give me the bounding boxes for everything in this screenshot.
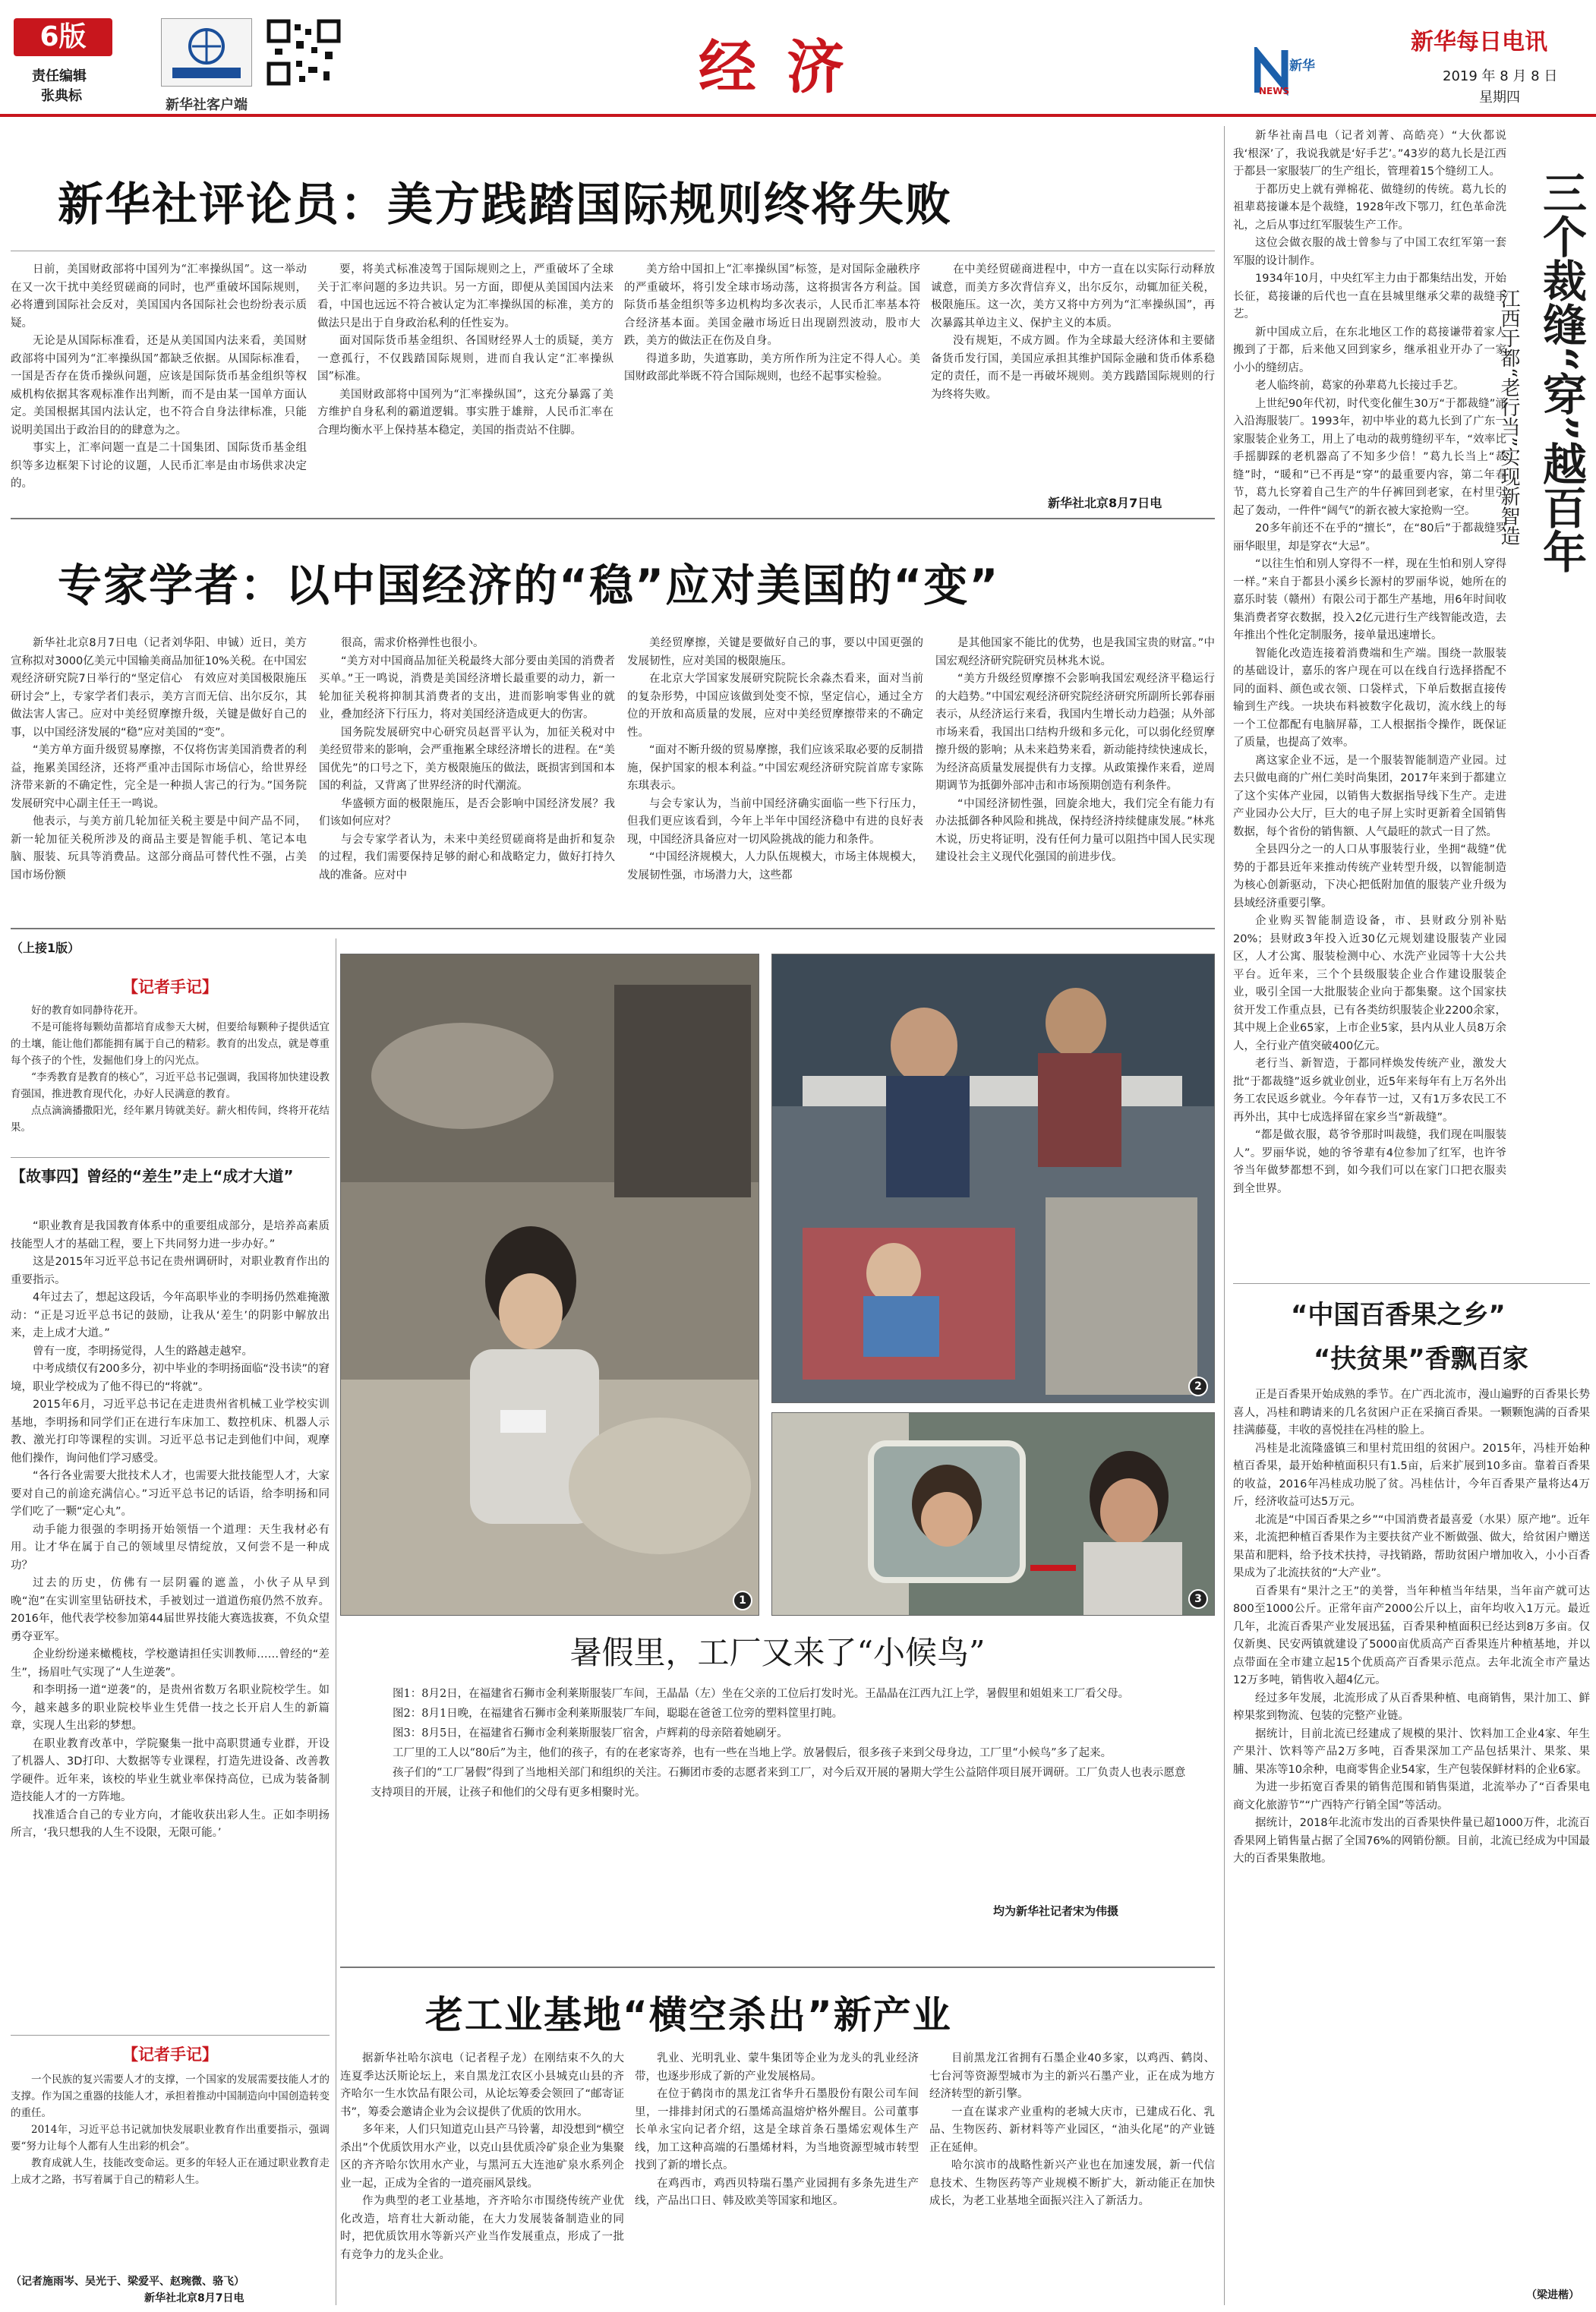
paragraph: 在中美经贸磋商进程中，中方一直在以实际行动释放诚意，而美方多次背信弃义，出尔反尔，动辄加征关税，极限施压。这一次，美方又将中方列为“汇率操纵国”，再次暴露其单边主义、保护主义的本质。 [931, 263, 1215, 330]
paragraph: 上世纪90年代初，时代变化催生30万“于都裁缝”涌入沿海服装厂。1993年，初中毕业的葛九长到了广东一家服装企业务工，用上了电动的裁剪缝纫平车，“效率比手摇脚踩的老机器高了不知多少倍！”葛九长当上“裁缝”时，“暖和”已不再是“穿”的最重要内容，第二年春节，葛九长穿着自己生产的牛仔裤回到老家，在村里引起了轰动，一件件“阔气”的新衣被大家抢购一空。 [1233, 397, 1506, 517]
paragraph: “美方单方面升级贸易摩擦，不仅将伤害美国消费者的利益，拖累美国经济，还将严重冲击国际市场信心，给世界经济带来新的不确定性，完全是一种损人害己的行为。”国务院发展研究中心副主任王一鸣说。 [11, 744, 307, 810]
article2-col3 [627, 635, 923, 922]
photo-2-badge: 2 [1188, 1377, 1208, 1396]
paragraph: 百香果有“果汁之王”的美誉，当年种植当年结果，当年亩产就可达800至1000公斤。正常年亩产2000公斤以上，亩年均收入1万元。最近几年，北流百香果产业发展迅猛，百香果种植面积已经达到8万多亩。仅仅新奥、民安两镇就建设了5000亩优质高产百香果连片种植基地，并以点带面在全市建立起15个优质高产百香果示范点。去年北流全市产量达12万多吨，销售收入超4亿元。 [1233, 1585, 1590, 1686]
paragraph: 要，将美式标准凌驾于国际规则之上，严重破坏了全球关于汇率问题的多边共识。另一方面，即便从美国国内法来看，中国也远远不符合被认定为汇率操纵国的标准，美方的做法只是出于自身政治私利的任性妄为。 [317, 263, 613, 330]
paragraph: 好的教育如同静待花开。 [31, 1005, 144, 1017]
article2-col1 [11, 635, 307, 922]
paragraph: 是其他国家不能比的优势，也是我国宝贵的财富。”中国宏观经济研究院研究员林兆木说。 [935, 637, 1215, 667]
paragraph: 企业购买智能制造设备，市、县财政分别补贴20%；县财政3年投入近30亿元规划建设服装产业园区，人才公寓、服装检测中心、水洗产业园等十大公共平台。近年来，三个个县级服装企业合作建设服装企业，吸引全国一大批服装企业向于都集聚。这个国家扶贫开发工作重点县，已有各类纺织服装企业2200余家，其中规上企业65家，上市企业5家，县内从业人员8万余人，全行业产值突破400亿元。 [1233, 915, 1506, 1052]
article2-title: 专家学者：以中国经济的“稳”应对美国的“变” [58, 560, 1000, 611]
paragraph: “中国经济规模大，人力队伍规模大，市场主体规模大，发展韧性强，市场潜力大，这些都 [627, 851, 923, 882]
paragraph: 北流是“中国百香果之乡”“中国消费者最喜爱（水果）原产地”。近年来，北流把种植百香果作为主要扶贫产业不断做强、做大，给贫困户赠送果苗和肥料，给予技术扶持，寻找销路，帮助贫困户增加收入，小小百香果成为了北流扶贫的“大产业”。 [1233, 1513, 1590, 1579]
paragraph: 在北京大学国家发展研究院院长余淼杰看来，面对当前的复杂形势，中国应该做到处变不惊，坚定信心，通过全方位的开放和高质量的发展，应对中美经贸摩擦带来的不确定性。 [627, 673, 923, 739]
news-logo [1254, 47, 1323, 96]
article3-title: 老工业基地“横空杀出”新产业 [425, 1993, 952, 2037]
notes2-divider [11, 2035, 330, 2036]
paragraph: 一个民族的复兴需要人才的支撑，一个国家的发展需要技能人才的支撑。作为国之重器的技能人才，承担着推动中国制造向中国创造转变的重任。 [11, 2074, 330, 2119]
qr-code[interactable] [266, 18, 342, 87]
paragraph: 经过多年发展，北流形成了从百香果种植、电商销售，果汁加工、鲜榨果浆到物流、包装的完整产业链。 [1233, 1692, 1590, 1722]
paragraph: “以往生怕和别人穿得不一样，现在生怕和别人穿得一样。”来自于都县小溪乡长源村的罗丽华说，她所在的嘉乐时装（赣州）有限公司于都生产基地，用6年时间收集消费者穿衣数据，投入2亿元进行生产线智能改造，去年推出个性化定制服务，接单量迅速增长。 [1233, 558, 1506, 642]
issue-date: 2019 年 8 月 8 日 [1443, 68, 1558, 84]
reporter-notes2-text [11, 2071, 330, 2188]
paragraph: 1934年10月，中央红军主力由于都集结出发，开始长征，葛接谦的后代也一直在县城里继承父辈的裁缝手艺。 [1233, 273, 1506, 320]
photo-1-image [341, 954, 759, 1616]
paragraph: “职业教育是我国教育体系中的重要组成部分，是培养高素质技能型人才的基础工程，要上下共同努力进一步办好。” [11, 1220, 330, 1251]
masthead-rule [0, 114, 1596, 117]
paragraph: 与会专家学者认为，未来中美经贸磋商将是曲折和复杂的过程，我们需要保持足够的耐心和战略定力，做好打持久战的准备。应对中 [319, 833, 615, 882]
paragraph: 据统计，目前北流已经建成了规模的果汁、饮料加工企业4家、年生产果汁、饮料等产品2万多吨，百香果深加工产品包括果汁、果浆、果脯、果冻等10余种，电商零售企业54家，生产包装保鲜材料的企业6家。 [1233, 1727, 1590, 1776]
caption-2: 图2：8月1日晚，在福建省石狮市金利莱斯服装厂车间，聪聪在爸爸工位旁的塑料筐里打盹。 [393, 1708, 844, 1720]
paragraph: 在职业教育改革中，学院聚集一批中高职贯通专业群，开设了机器人、3D打印、大数据等专业课程，打造先进设备、改善教学硬件。近年来，该校的毕业生就业率保持高位，已成为装备制造技能人才的一方阵地。 [11, 1737, 330, 1803]
paragraph: 教育成就人生，技能改变命运。更多的年轻人正在通过职业教育走上成才之路，书写着属于自己的精彩人生。 [11, 2157, 330, 2186]
caption-5: 孩子们的“工厂暑假”得到了当地相关部门和组织的关注。石狮团市委的志愿者来到工厂，对今后双开展的暑期大学生公益陪伴项目展开调研。工厂负责人也表示愿意支持项目的开展，让孩子和他们的父母有更多相聚时光。 [371, 1767, 1186, 1799]
paragraph: 这是2015年习近平总书记在贵州调研时，对职业教育作出的重要指示。 [11, 1256, 330, 1286]
paragraph: 多年来，人们只知道克山县产马铃薯，却没想到“横空杀出”个优质饮用水产业，以克山县优质冷矿泉企业为集聚区的齐齐哈尔饮用水产业，与黑河五大连池矿泉水系列企业一起，正成为全省的一道亮丽风景线。 [340, 2124, 624, 2190]
paragraph: 美经贸摩擦，关键是要做好自己的事，要以中国更强的发展韧性，应对美国的极限施压。 [627, 637, 923, 667]
story4-text [11, 1218, 330, 1843]
photo-2 [771, 954, 1215, 1403]
fragrance-title1: “中国百香果之乡” [1291, 1300, 1506, 1330]
paragraph: 动手能力很强的李明扬开始领悟一个道理：天生我材必有用。让才华在属于自己的领域里尽情绽放，又何尝不是一种成功？ [11, 1523, 330, 1572]
article2-col1-text [11, 635, 307, 885]
qr-code-icon [266, 18, 342, 87]
fragrance-title2: “扶贫果”香飘百家 [1314, 1344, 1528, 1374]
paragraph: 和李明扬一道“逆袭”的，是贵州省数万名职业院校学生。如今，越来越多的职业院校毕业生凭借一技之长开启人生的新篇章，实现人生出彩的梦想。 [11, 1684, 330, 1732]
paragraph: 于都历史上就有弹棉花、做缝纫的传统。葛九长的祖辈葛接谦本是个裁缝，1928年改下鄂刀，红色革命洗礼，之后从事过红军服装生产工作。 [1233, 183, 1506, 232]
caption-3: 图3：8月5日，在福建省石狮市金利莱斯服装厂宿舍，卢辉莉的母亲陪着她刷牙。 [393, 1727, 788, 1740]
article2-col2-text [319, 635, 615, 885]
article3-col2-text [635, 2050, 919, 2211]
article2-col4 [935, 635, 1215, 922]
paragraph: 20多年前还不在乎的“擅长”，在“80后”于都裁缝罗丽华眼里，却是穿衣“大忌”。 [1233, 522, 1506, 553]
fragrance-story-text [1233, 1386, 1590, 1869]
reporter-notes1 [11, 1002, 330, 1153]
paragraph: “各行各业需要大批技术人才，也需要大批技能型人才，大家要对自己的前途充满信心。”习近平总书记的话语，给李明扬和同学们吃了一颗“定心丸”。 [11, 1470, 330, 1518]
tailor-vertical-subtitle [1497, 289, 1520, 546]
tailor-vertical-title [1519, 170, 1587, 573]
article2-col4-text [935, 635, 1215, 867]
photo-1 [340, 954, 759, 1616]
paragraph: 智能化改造连接着消费端和生产端。围绕一款服装的基础设计，嘉乐的客户现在可以在线自行选择搭配不同的面料、颜色或衣领、口袋样式，下单后数据直接传输到生产线。一块块布料被数字化裁切，流水线上的每一个工位都配有电脑屏幕，工人根据指令操作，既保证了质量，也提高了效率。 [1233, 647, 1506, 749]
paragraph: 新中国成立后，在东北地区工作的葛接谦带着家人搬到了于都，后来他又回到家乡，继承祖业开办了一家小小的缝纫店。 [1233, 326, 1506, 374]
tailor-story-text [1233, 128, 1506, 1198]
divider-2 [11, 928, 1215, 929]
issue-weekday: 星期四 [1479, 90, 1520, 106]
paragraph: “美方升级经贸摩擦不会影响我国宏观经济平稳运行的大趋势。”中国宏观经济研究院经济研究所副所长郭春丽表示，从经济运行来看，我国内生增长动力趋强；从外部市场来看，我国出口结构升级和多元化，可以弱化经贸摩擦升级的影响；从未来趋势来看，新动能持续快速成长，为经济高质量发展提供有力支撑。从政策操作来看，逆周期调节为抵御外部冲击和市场预期创造有利条件。 [935, 673, 1215, 792]
tailor-story [1233, 128, 1506, 1266]
masthead [0, 0, 1596, 120]
fragrance-story [1233, 1386, 1590, 2290]
paragraph: 过去的历史，仿佛有一层阴霾的遮盖，小伙子从早到晚“泡”在实训室里钻研技术，手被划过一道道伤痕仍然不放弃。2016年，他代表学校参加第44届世界技能大赛选拔赛，不负众望勇夺亚军。 [11, 1577, 330, 1643]
article1-col2-text [317, 261, 613, 440]
photo-feature-title: 暑假里，工厂又来了“小候鸟” [569, 1634, 986, 1671]
paragraph: 据新华社哈尔滨电（记者程子龙）在刚结束不久的大连夏季达沃斯论坛上，来自黑龙江农区小县城克山县的齐齐哈尔一生水饮品有限公司，从论坛筹委会领回了“邮寄证书”，筹委会邀请企业为会议提供了优质的饮用水。 [340, 2052, 624, 2118]
reporter-notes1-heading: 【记者手记】 [122, 978, 218, 996]
paragraph: 在位于鹤岗市的黑龙江省华升石墨股份有限公司车间里，一排排封闭式的石墨烯高温熔炉格外醒目。公司董事长单永宝向记者介绍，这是全球首条石墨烯宏观体生产线，加工这种高端的石墨烯材料，为当地资源型城市转型找到了新的增长点。 [635, 2088, 919, 2172]
story4-heading [11, 1163, 330, 1189]
paragraph: 乳业、光明乳业、蒙牛集团等企业为龙头的乳业经济带，也逐步形成了新的产业发展格局。 [635, 2052, 919, 2083]
photo-3-badge: 3 [1188, 1589, 1208, 1609]
paragraph: 华盛顿方面的极限施压，是否会影响中国经济发展？我们该如何应对？ [319, 797, 615, 828]
fragrance-byline: （梁进楷） [1526, 2289, 1579, 2301]
paragraph: 据统计，2018年北流市发出的百香果快件量已超1000万件，北流百香果网上销售量占据了全国76%的网销份额。目前，北流已经成为中国最大的百香果集散地。 [1233, 1817, 1590, 1865]
paragraph: 离这家企业不远，是一个服装智能制造产业园。过去只做电商的广州仁美时尚集团，2017年来到于都建立了这个实体产业园，以销售大数据指导线下生产。走进产业园办公大厅，巨大的电子屏上实时更新着全国销售数据，每个省份的销售额、人气最旺的款式一目了然。 [1233, 754, 1506, 838]
paragraph: 日前，美国财政部将中国列为“汇率操纵国”。这一举动在又一次干扰中美经贸磋商的同时，也严重破坏国际规则，必将遭到国际社会反对，美国国内各国际社会也纷纷表示质疑。 [11, 263, 307, 330]
paragraph: 无论是从国际标准看，还是从美国国内法来看，美国财政部将中国列为“汇率操纵国”都缺乏依据。从国际标准看，一国是否存在货币操纵问题，应该是国际货币基金组织等权威机构依据其客观标准作出判断，而不是由某一国单方面认定。美国根据其国内法认定，也不符合自身法律标准，只能说明美国出于政治目的的肆意为之。 [11, 335, 307, 437]
photo-1-badge: 1 [733, 1591, 752, 1610]
paragraph: 美方给中国扣上“汇率操纵国”标签，是对国际金融秩序的严重破坏，将引发全球市场动荡，这将损害各方利益。国际货币基金组织等多边机构均多次表示，人民币汇率基本符合经济基本面。美国金融市场近日出现剧烈波动，股市大跌，美方的做法正在伤及自身。 [624, 263, 920, 347]
story4-heading-text: 【故事四】曾经的“差生”走上“成才大道” [11, 1167, 294, 1185]
paragraph: 正是百香果开始成熟的季节。在广西北流市，漫山遍野的百香果长势喜人，冯桂和聘请来的几名贫困户正在采摘百香果。一颗颗饱满的百香果挂满藤蔓，丰收的喜悦挂在冯桂的脸上。 [1233, 1389, 1590, 1437]
divider-1 [11, 518, 1215, 519]
paragraph: 冯桂是北流隆盛镇三和里村荒田组的贫困户。2015年，冯桂开始种植百香果，最开始种植面积只有1.5亩，后来扩展到10多亩。靠着百香果的收益，2016年冯桂成功脱了贫。冯桂估计，今年百香果产量将达4万斤，经济收益可达5万元。 [1233, 1442, 1590, 1508]
paragraph: 他表示，与美方前几轮加征关税主要是中间产品不同，新一轮加征关税所涉及的商品主要是智能手机、笔记本电脑、服装、玩具等消费品。这部分商品可替代性不强，占美国市场份额 [11, 815, 307, 882]
xinhua-logo [161, 18, 252, 87]
xinhua-logo-icon [162, 19, 251, 86]
paragraph: 很高，需求价格弹性也很小。 [341, 637, 484, 649]
paragraph: “中国经济韧性强，回旋余地大，我们完全有能力有办法抵御各种风险和挑战，保持经济持续健康发展。”林兆木说，历史将证明，没有任何力量可以阻挡中国人民实现建设社会主义现代化强国的前进步伐。 [935, 797, 1215, 863]
notes1-divider [11, 1157, 330, 1158]
paragraph: 2015年6月，习近平总书记在走进贵州省机械工业学校实训基地，李明扬和同学们正在进行车床加工、数控机床、机器人示教、激光打印等课程的实训。习近平总书记走到他们中间，观摩他们操作，询问他们学习感受。 [11, 1399, 330, 1465]
paragraph: 在鸡西市，鸡西贝特瑞石墨产业园拥有多条先进生产线，产品出口日、韩及欧美等国家和地区。 [635, 2177, 919, 2207]
article3-col1-text [340, 2050, 624, 2264]
paragraph: 找准适合自己的专业方向，才能收获出彩人生。正如李明扬所言，‘我只想我的人生不设限，无限可能。’ [11, 1809, 330, 1839]
continued-label: （上接1版） [11, 941, 80, 955]
paragraph: 美国财政部将中国列为“汇率操纵国”，这充分暴露了美方维护自身私利的霸道逻辑。事实胜于雄辩，人民币汇率在合理均衡水平上保持基本稳定，美国的指责站不住脚。 [317, 388, 613, 437]
photo-3-image [772, 1413, 1215, 1616]
page-number: 6版 [39, 21, 87, 52]
section-title: 经济 [699, 33, 875, 101]
paragraph: 2014年，习近平总书记就加快发展职业教育作出重要指示，强调要“努力让每个人都有人生出彩的机会”。 [11, 2124, 330, 2153]
editor-name: 张典标 [41, 88, 82, 104]
caption-4: 工厂里的工人以“80后”为主，他们的孩子，有的在老家寄养，也有一些在当地上学。放暑假后，很多孩子来到父母身边，工厂里“小候鸟”多了起来。 [393, 1747, 1112, 1759]
article3-col3-text [929, 2050, 1215, 2211]
tailor-subtitle-text: 江西于都“老行当”实现新智造 [1497, 289, 1520, 546]
article1-sign: 新华社北京8月7日电 [1048, 496, 1162, 510]
right-sidebar-rule [1224, 126, 1225, 2305]
paragraph: 点点滴滴播撒阳光，经年累月铸就美好。薪火相传间，终将开花结果。 [11, 1105, 330, 1134]
article1-col1-text [11, 261, 307, 494]
paragraph: “面对不断升级的贸易摩擦，我们应该采取必要的反制措施，保护国家的根本利益。”中国宏观经济研究院首席专家陈东琪表示。 [627, 744, 923, 792]
reporter-notes1-text [11, 1002, 330, 1136]
article3-col3 [929, 2050, 1215, 2308]
photo-credit: 均为新华社记者宋为伟摄 [993, 1904, 1119, 1918]
news-logo-icon [1254, 47, 1323, 96]
paragraph: 面对国际货币基金组织、各国财经界人士的质疑，美方一意孤行，不仅践踏国际规则，进而自我认定“汇率操纵国”标准。 [317, 335, 613, 383]
paragraph: 曾有一度，李明扬觉得，人生的路越走越窄。 [33, 1345, 253, 1358]
svg-text:NEWS: NEWS [1259, 86, 1290, 96]
paragraph: 事实上，汇率问题一直是二十国集团、国际货币基金组织等多边框架下讨论的议题，人民币汇率是由市场供求决定的。 [11, 442, 307, 490]
article1-col2 [317, 261, 613, 512]
article1-col3 [624, 261, 920, 512]
reporter-notes2-sign: 新华社北京8月7日电 [144, 2292, 244, 2304]
article1-col4 [931, 261, 1215, 489]
paragraph: 哈尔滨市的战略性新兴产业也在加速发展，新一代信息技术、生物医药等产业规模不断扩大，新动能正在加快成长，为老工业基地全面振兴注入了新活力。 [929, 2159, 1215, 2207]
svg-text:新华: 新华 [1289, 58, 1315, 74]
photo-captions [371, 1684, 1191, 1803]
paragraph: 全县四分之一的人口从事服装行业，坐拥“裁缝”优势的于都县近年来推动传统产业转型升级，以智能制造为核心创新驱动，下决心把低附加值的服装产业升级为县域经济重要引擎。 [1233, 844, 1506, 910]
reporter-notes2-heading: 【记者手记】 [122, 2045, 218, 2064]
paragraph: 一直在谋求产业重构的老城大庆市，已建成石化、乳品、生物医药、新材料等产业园区，“油头化尾”的产业链正在延伸。 [929, 2105, 1215, 2154]
article2-col3-text [627, 635, 923, 885]
article3-col2 [635, 2050, 919, 2308]
article1-col3-text [624, 261, 920, 386]
article3-col1 [340, 2050, 624, 2308]
reporter-notes2-byline: （记者施雨岑、吴光于、梁爱平、赵琬微、骆飞） [11, 2276, 244, 2288]
editor-label: 责任编辑 [32, 68, 87, 84]
paragraph: 为进一步拓宽百香果的销售范围和销售渠道，北流举办了“百香果电商文化旅游节”“广西特产行销全国”等活动。 [1233, 1781, 1590, 1812]
article1-title: 新华社评论员：美方践踏国际规则终将失败 [58, 178, 952, 232]
paragraph: 目前黑龙江省拥有石墨企业40多家，以鸡西、鹤岗、七台河等资源型城市为主的新兴石墨产业，正在成为地方经济转型的新引擎。 [929, 2052, 1215, 2100]
article1-col1 [11, 261, 307, 512]
paragraph: 这位会做衣服的战士曾参与了中国工农红军第一套军服的设计制作。 [1233, 237, 1506, 267]
logo-caption: 新华社客户端 [166, 97, 248, 113]
photo-feature [340, 954, 1215, 1959]
article1-col4-text [931, 261, 1215, 404]
photo-3 [771, 1412, 1215, 1616]
paragraph: 老人临终前，葛家的孙辈葛九长接过手艺。 [1255, 380, 1465, 392]
paragraph: 没有规矩，不成方圆。作为全球最大经济体和主要储备货币发行国，美国应承担其维护国际金融和货币体系稳定的责任，而不是一再破坏规则。美方践踏国际规则的行为终将失败。 [931, 335, 1215, 401]
paragraph: “都是做衣服，葛爷爷那时叫裁缝，我们现在叫服装人”。罗丽华说，她的爷爷辈有4位参加了红军，也许爷爷当年做梦都想不到，如今我们可以在家门口把衣服卖到全世界。 [1233, 1129, 1506, 1195]
paragraph: “李秀教育是教育的核心”，习近平总书记强调，我国将加快建设教育强国，推进教育现代化，办好人民满意的教育。 [11, 1071, 330, 1100]
right-divider [1233, 1283, 1590, 1284]
story4-body [11, 1218, 330, 2032]
paragraph: 不是可能将每颗幼苗都培育成参天大树，但要给每颗种子提供适宜的土壤，能让他们都能拥有属于自己的精彩。教育的出发点，就是尊重每个孩子的个性，发掘他们身上的闪光点。 [11, 1021, 330, 1067]
article2-col2 [319, 635, 615, 922]
tailor-title-text: 三个裁缝“穿”越百年 [1535, 170, 1587, 573]
photo-2-image [772, 954, 1215, 1403]
paragraph: 新华社南昌电（记者刘菁、高皓亮）“大伙都说我‘根深’了，我说我就是‘好手艺’。”43岁的葛九长是江西于都县一家服装厂的生产组长，管理着15个缝纫工人。 [1233, 130, 1506, 178]
caption-1: 图1：8月2日，在福建省石狮市金利莱斯服装厂车间，王晶晶（左）坐在父亲的工位后打发时光。王晶晶在江西九江上学，暑假里和姐姐来工厂看父母。 [393, 1688, 1130, 1700]
paragraph: 国务院发展研究中心研究员赵晋平认为，加征关税对中美经贸带来的影响，会严重拖累全球经济增长的进程。在“美国优先”的口号之下，美方极限施压的做法，既损害到国和本国的利益，又背离了世界经济的时代潮流。 [319, 726, 615, 792]
paragraph: 得道多助，失道寡助，美方所作所为注定不得人心。美国财政部此举既不符合国际规则，也经不起事实检验。 [624, 352, 920, 383]
paragraph: 作为典型的老工业基地，齐齐哈尔市围绕传统产业优化改造，培育壮大新动能，在大力发展装备制造业的同时，把优质饮用水等新兴产业当作发展重点，形成了一批有竞争力的龙头企业。 [340, 2195, 624, 2261]
paper-name: 新华每日电讯 [1411, 29, 1547, 55]
reporter-notes2 [11, 2071, 330, 2270]
paragraph: 中考成绩仅有200多分，初中毕业的李明扬面临“没书读”的窘境，职业学校成为了他不得已的“将就”。 [11, 1363, 330, 1393]
paragraph: 新华社北京8月7日电（记者刘华阳、申铖）近日，美方宣称拟对3000亿美元中国输美商品加征10%关税。在中国宏观经济研究院7日举行的“坚定信心 有效应对美国极限施压研讨会”上，专家学者们表示，美方言而无信、出尔反尔，其做法害人害己。应对中美经贸摩擦升级，关键是做好自己的事，以中国经济发展的“稳”应对美国的“变”。 [11, 637, 307, 739]
page-number-box [14, 18, 112, 56]
paragraph: 与会专家认为，当前中国经济确实面临一些下行压力，但我们更应该看到，今年上半年中国经济稳中有进的良好表现，中国经济具备应对一切风险挑战的能力和条件。 [627, 797, 923, 846]
paragraph: 4年过去了，想起这段话，今年高职毕业的李明扬仍然难掩激动：“正是习近平总书记的鼓励，让我从‘差生’的阴影中解放出来，走上成才大道。” [11, 1292, 330, 1339]
paragraph: “美方对中国商品加征关税最终大部分要由美国的消费者买单。”王一鸣说，消费是美国经济增长最重要的动力，新一轮加征关税将抑制其消费者的支出，进而影响零售业的就业，叠加经济下行压力，将对美国经济造成更大的伤害。 [319, 654, 615, 721]
divider-3 [340, 1967, 1215, 1968]
paragraph: 企业纷纷递来橄榄枝，学校邀请担任实训教师……曾经的“差生”，扬眉吐气实现了“人生逆袭”。 [11, 1648, 330, 1679]
paragraph: 老行当、新智造，于都同样焕发传统产业，激发大批“于都裁缝”返乡就业创业，近5年来每年有上万名外出务工农民返乡就业。今年春节一过，又有1万多农民工不再外出，其中七成选择留在家乡当“新裁缝”。 [1233, 1058, 1506, 1124]
